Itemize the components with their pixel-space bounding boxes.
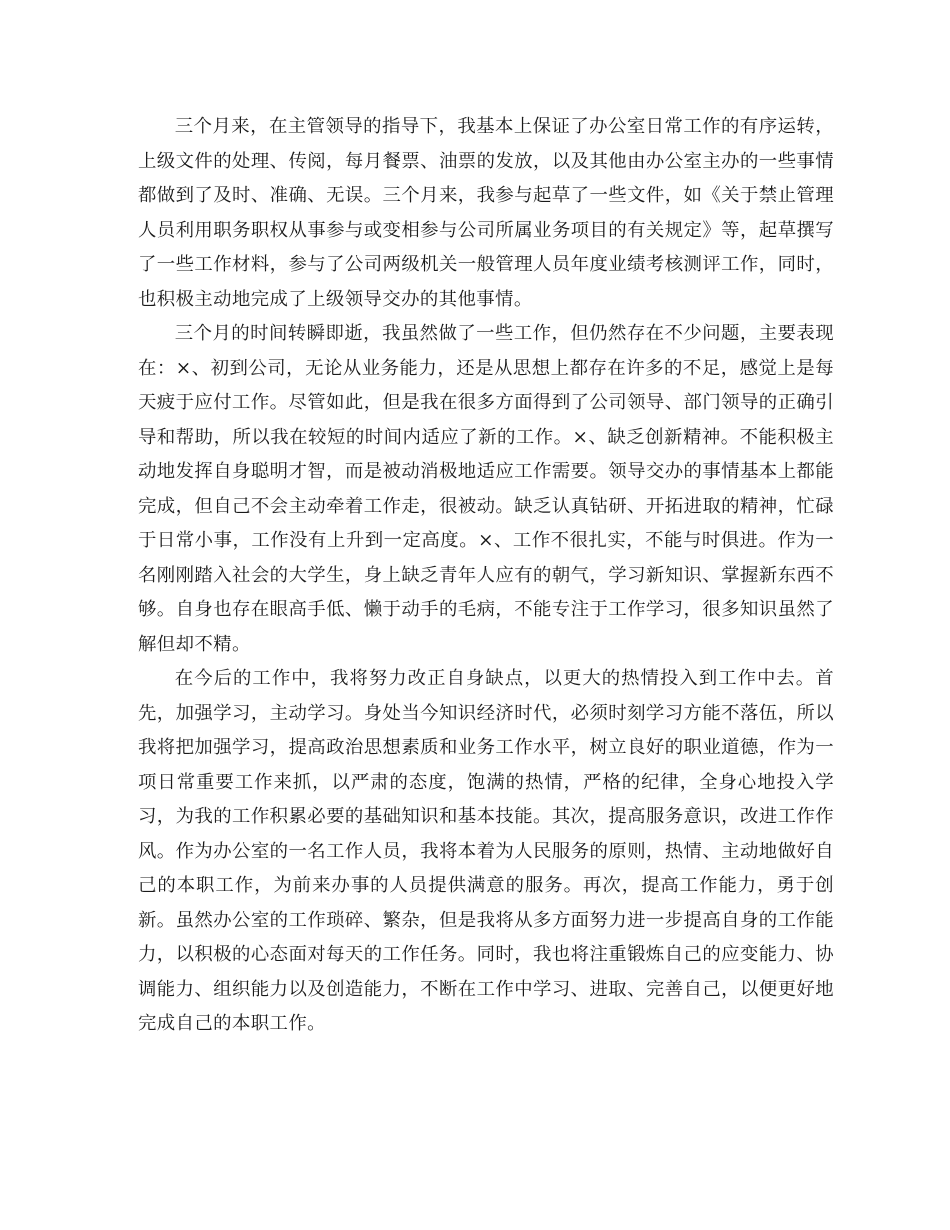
paragraph-future-plans: 在今后的工作中，我将努力改正自身缺点，以更大的热情投入到工作中去。首先，加强学习，主动学习。身处当今知识经济时代，必须时刻学习方能不落伍，所以我将把加强学习，提高政治思想素质和业务工作水平，树立良好的职业道德，作为一项日常重要工作来抓，以严肃的态度，饱满的热情，严格的纪律，全身心地投入学习，为我的工作积累必要的基础知识和基本技能。其次，提高服务意识，改进工作作风。作为办公室的一名工作人员，我将本着为人民服务的原则，热情、主动地做好自己的本职工作，为前来办事的人员提供满意的服务。再次，提高工作能力，勇于创新。虽然办公室的工作琐碎、繁杂，但是我将从多方面努力进一步提高自身的工作能力，以积极的心态面对每天的工作任务。同时，我也将注重锻炼自己的应变能力、协调能力、组织能力以及创造能力，不断在工作中学习、进取、完善自己，以便更好地完成自己的本职工作。 <box>138 668 834 1034</box>
document-body <box>138 110 834 1042</box>
paragraph-work-summary: 三个月来，在主管领导的指导下，我基本上保证了办公室日常工作的有序运转，上级文件的处理、传阅，每月餐票、油票的发放，以及其他由办公室主办的一些事情都做到了及时、准确、无误。三个月来，我参与起草了一些文件，如《关于禁止管理人员利用职务职权从事参与或变相参与公司所属业务项目的有关规定》等，起草撰写了一些工作材料，参与了公司两级机关一般管理人员年度业绩考核测评工作，同时，也积极主动地完成了上级领导交办的其他事情。 <box>138 116 834 310</box>
paragraph-problems: 三个月的时间转瞬即逝，我虽然做了一些工作，但仍然存在不少问题，主要表现在：×、初到公司，无论从业务能力，还是从思想上都存在许多的不足，感觉上是每天疲于应付工作。尽管如此，但是我在很多方面得到了公司领导、部门领导的正确引导和帮助，所以我在较短的时间内适应了新的工作。×、缺乏创新精神。不能积极主动地发挥自身聪明才智，而是被动消极地适应工作需要。领导交办的事情基本上都能完成，但自己不会主动牵着工作走，很被动。缺乏认真钻研、开拓进取的精神，忙碌于日常小事，工作没有上升到一定高度。×、工作不很扎实，不能与时俱进。作为一名刚刚踏入社会的大学生，身上缺乏青年人应有的朝气，学习新知识、掌握新东西不够。自身也存在眼高手低、懒于动手的毛病，不能专注于工作学习，很多知识虽然了解但却不精。 <box>138 323 834 655</box>
